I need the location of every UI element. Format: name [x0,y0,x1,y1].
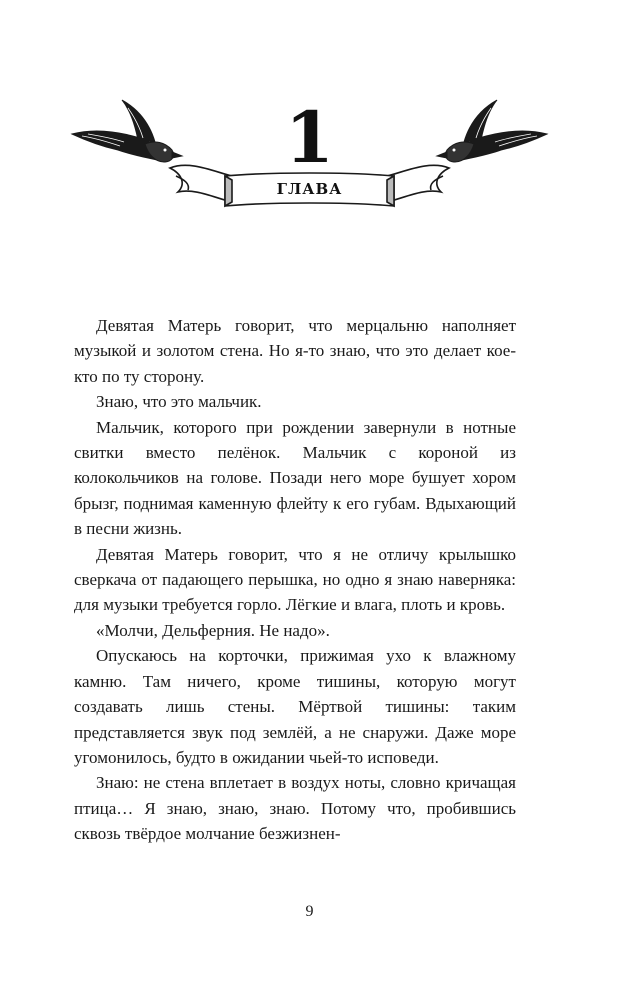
paragraph-7: Знаю: не стена вплетает в воздух ноты, словно кричащая птица… Я знаю, знаю, знаю. Потому что, пробившись сквозь твёрдое молчание безжизнен- [74,773,516,844]
chapter-header [0,80,619,230]
paragraph-1: Девятая Матерь говорит, что мерцальню наполняет музыкой и золотом стена. Но я-то знаю, что это делает кое-кто по ту сторону. [74,316,516,386]
paragraph-4: Девятая Матерь говорит, что я не отличу крылышко сверкача от падающего перышка, но одно я знаю наверняка: для музыки требуется горло. Лёгкие и влага, плоть и кровь. [74,544,516,615]
chapter-body [74,313,516,847]
chapter-label: ГЛАВА [276,180,343,198]
paragraph-2: Знаю, что это мальчик. [96,392,262,412]
page-number: 9 [305,903,314,920]
paragraph-6: Опускаюсь на корточки, прижимая ухо к влажному камню. Там ничего, кроме тишины, которую могут создавать лишь стены. Мёртвой тишины: таким представляется звук под землёй, а не снаружи. Даже море угомонилось, будто в ожидании чьей-то исповеди. [74,646,516,767]
paragraph-3: Мальчик, которого при рождении завернули в нотные свитки вместо пелёнок. Мальчик с короной из колокольчиков на голове. Позади него море бушует хором брызг, поднимая каменную флейту к его губам. Вдыхающий в песни жизнь. [74,417,516,539]
chapter-number: 1 [285,96,334,179]
paragraph-5: «Молчи, Дельферния. Не надо». [96,620,330,640]
